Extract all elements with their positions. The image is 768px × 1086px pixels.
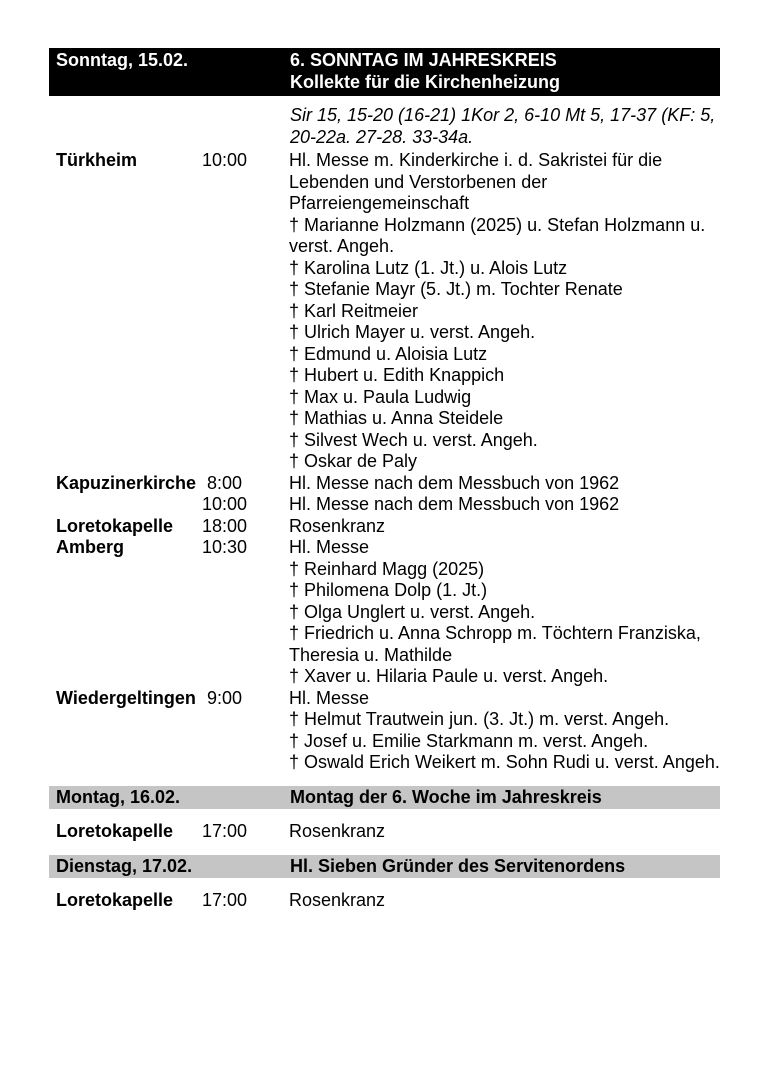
event-row <box>49 473 720 495</box>
event-description <box>252 890 720 912</box>
memorial-line: † Mathias u. Anna Steidele <box>289 408 504 428</box>
service-line: Hl. Messe <box>289 687 370 708</box>
memorial-line: † Silvest Wech u. verst. Angeh. <box>289 429 538 450</box>
event-location: Loretokapelle <box>56 890 174 910</box>
event-time: 10:00 <box>201 150 248 170</box>
reading-row <box>49 105 720 148</box>
memorial-line: † Philomena Dolp (1. Jt.) <box>289 580 488 600</box>
day-title-line: Montag der 6. Woche im Jahreskreis <box>290 786 602 807</box>
day-title-line: 6. SONNTAG IM JAHRESKREIS <box>290 50 557 70</box>
service-line: Hl. Messe m. Kinderkirche i. d. Sakristei für die Lebenden und Verstorbenen der Pfarreiengemeinschaft <box>289 150 663 213</box>
event-location: Loretokapelle <box>56 515 174 536</box>
event-row <box>49 150 720 473</box>
memorial-line: † Reinhard Magg (2025) <box>289 558 485 579</box>
memorial-line: † Helmut Trautwein jun. (3. Jt.) m. verst. Angeh. <box>289 709 670 729</box>
day-rows <box>49 105 720 774</box>
event-row <box>49 890 720 912</box>
memorial-line: † Oswald Erich Weikert m. Sohn Rudi u. verst. Angeh. <box>289 752 720 772</box>
event-row <box>49 516 720 538</box>
event-time: 18:00 <box>201 515 248 536</box>
day-rows <box>49 821 720 843</box>
event-time: 8:00 <box>206 472 243 493</box>
day-header <box>49 855 720 879</box>
event-description <box>252 688 720 774</box>
day-section <box>49 786 720 843</box>
day-titles <box>290 856 713 878</box>
event-location: Türkheim <box>56 150 138 170</box>
day-date: Dienstag, 17.02. <box>56 855 193 876</box>
service-line: Hl. Messe nach dem Messbuch von 1962 <box>289 472 620 493</box>
event-time: 10:00 <box>201 494 248 514</box>
event-row <box>49 494 720 516</box>
memorial-line: † Stefanie Mayr (5. Jt.) m. Tochter Renate <box>289 279 623 299</box>
memorial-line: † Friedrich u. Anna Schropp m. Töchtern Franziska, Theresia u. Mathilde <box>289 623 701 665</box>
event-description <box>252 821 720 843</box>
event-row <box>49 688 720 774</box>
day-header <box>49 786 720 810</box>
event-location: Amberg <box>56 537 125 557</box>
memorial-line: † Max u. Paula Ludwig <box>289 386 472 407</box>
event-location: Kapuzinerkirche <box>56 472 197 493</box>
day-rows <box>49 890 720 912</box>
memorial-line: † Karl Reitmeier <box>289 300 419 321</box>
event-description <box>252 494 720 516</box>
memorial-line: † Xaver u. Hilaria Paule u. verst. Angeh. <box>289 666 609 686</box>
event-time: 17:00 <box>201 821 248 841</box>
event-description <box>252 516 720 538</box>
day-titles <box>290 787 713 809</box>
event-location: Loretokapelle <box>56 821 174 841</box>
service-line: Hl. Messe nach dem Messbuch von 1962 <box>289 494 620 514</box>
event-location <box>56 494 197 516</box>
day-section <box>49 855 720 912</box>
service-line: Rosenkranz <box>289 515 386 536</box>
memorial-line: † Edmund u. Aloisia Lutz <box>289 343 488 364</box>
reading-text: Sir 15, 15-20 (16-21) 1Kor 2, 6-10 Mt 5, 17-37 (KF: 5, 20-22a. 27-28. 33-34a. <box>290 105 716 147</box>
memorial-line: † Karolina Lutz (1. Jt.) u. Alois Lutz <box>289 257 568 278</box>
schedule <box>49 48 720 912</box>
service-line: Hl. Messe <box>289 537 370 557</box>
memorial-line: † Ulrich Mayer u. verst. Angeh. <box>289 322 536 342</box>
event-time: 9:00 <box>206 687 243 708</box>
day-title-line: Hl. Sieben Gründer des Servitenordens <box>290 855 626 876</box>
day-titles <box>290 50 713 93</box>
event-description <box>252 537 720 688</box>
memorial-line: † Hubert u. Edith Knappich <box>289 365 505 385</box>
event-time: 10:30 <box>201 537 248 557</box>
event-description <box>252 473 720 495</box>
service-line: Rosenkranz <box>289 821 386 841</box>
day-date: Montag, 16.02. <box>56 786 181 807</box>
day-date: Sonntag, 15.02. <box>56 50 189 70</box>
event-location: Wiedergeltingen <box>56 687 196 708</box>
memorial-line: † Oskar de Paly <box>289 451 418 471</box>
day-header <box>49 48 720 96</box>
event-row <box>49 821 720 843</box>
day-title-line: Kollekte für die Kirchenheizung <box>290 71 561 92</box>
day-section <box>49 48 720 774</box>
reading-spacer <box>56 105 290 148</box>
event-row <box>49 537 720 688</box>
event-time: 17:00 <box>201 890 248 910</box>
memorial-line: † Josef u. Emilie Starkmann m. verst. Angeh. <box>289 730 649 751</box>
memorial-line: † Olga Unglert u. verst. Angeh. <box>289 601 536 622</box>
event-description <box>252 150 720 473</box>
service-line: Rosenkranz <box>289 890 386 910</box>
memorial-line: † Marianne Holzmann (2025) u. Stefan Holzmann u. verst. Angeh. <box>289 214 706 256</box>
